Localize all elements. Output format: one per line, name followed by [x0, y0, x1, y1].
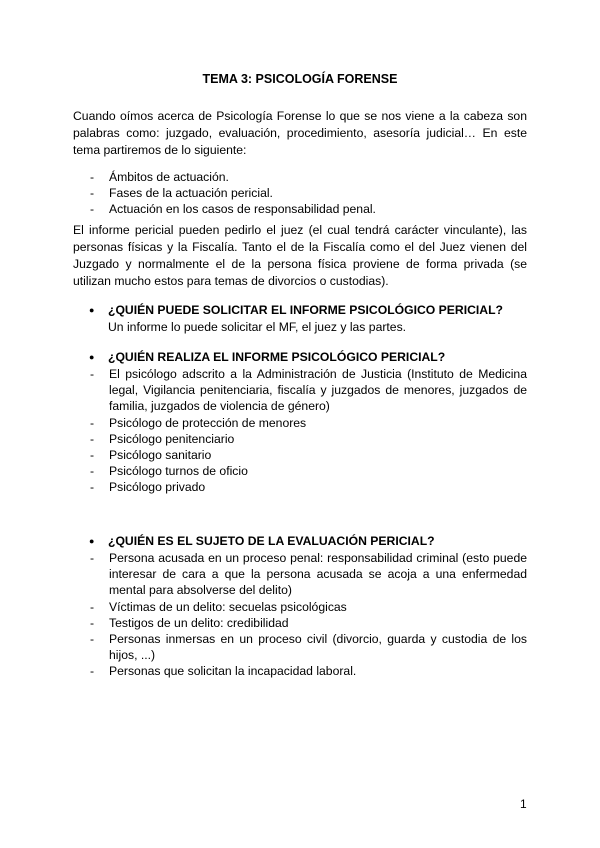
list-item: - Testigos de un delito: credibilidad — [90, 615, 289, 630]
list-item: - Fases de la actuación pericial. — [90, 186, 273, 201]
dash-marker: - — [90, 664, 95, 679]
section1-answer: Un informe lo puede solicitar el MF, el juez y las partes. — [108, 320, 407, 334]
list-item: - Personas inmersas en un proceso civil (divorcio, guarda y custodia de los hijos, ...) — [90, 632, 527, 663]
dash-marker: - — [90, 448, 95, 463]
list-item: - Personas que solicitan la incapacidad laboral. — [90, 664, 357, 679]
dash-marker: - — [90, 615, 95, 630]
intro-paragraph: Cuando oímos acerca de Psicología Forense lo que se nos viene a la cabeza son palabras como: juzgado, evaluación, procedimiento, asesoría judicial… En este tema partiremos de lo siguiente: — [73, 109, 527, 158]
section3-list — [90, 550, 527, 680]
page-title: TEMA 3: PSICOLOGÍA FORENSE — [202, 72, 398, 86]
list-item: - Psicólogo privado — [90, 480, 206, 495]
list-item: - El psicólogo adscrito a la Administración de Justicia (Instituto de Medicina legal, Vigilancia penitenciaria, fiscalía y juzgados de menores, juzgados de familia, juzgados de violencia de género) — [90, 367, 527, 414]
dash-marker: - — [90, 464, 95, 479]
list-item: - Persona acusada en un proceso penal: responsabilidad criminal (esto puede interesar de cara a que la persona acusada se acoja a una enfermedad mental para absolverse del delito) — [90, 551, 527, 598]
dash-marker: - — [90, 186, 95, 201]
page-number: 1 — [520, 797, 527, 811]
list-item: - Psicólogo sanitario — [90, 448, 212, 463]
list-item: - Psicólogo penitenciario — [90, 431, 235, 446]
section2-list — [90, 366, 527, 496]
dash-marker: - — [90, 599, 95, 614]
list-item: - Actuación en los casos de responsabilidad penal. — [90, 202, 376, 217]
dash-marker: - — [90, 367, 95, 381]
dash-marker: - — [90, 632, 95, 647]
list-item: - Psicólogo de protección de menores — [90, 415, 307, 430]
dash-marker: - — [90, 202, 95, 217]
bullet-icon: ● — [89, 536, 95, 546]
dash-marker: - — [90, 415, 95, 430]
section3-question: ● ¿QUIÉN ES EL SUJETO DE LA EVALUACIÓN PERICIAL? — [89, 534, 435, 548]
topics-list — [90, 169, 527, 218]
dash-marker: - — [90, 170, 95, 184]
dash-marker: - — [90, 551, 95, 565]
section2-question: ● ¿QUIÉN REALIZA EL INFORME PSICOLÓGICO PERICIAL? — [89, 350, 446, 364]
dash-marker: - — [90, 431, 95, 446]
bullet-icon: ● — [89, 352, 95, 362]
list-item: - Psicólogo turnos de oficio — [90, 464, 248, 479]
bullet-icon: ● — [89, 305, 95, 315]
list-item: - Ámbitos de actuación. — [90, 170, 229, 184]
list-item: - Víctimas de un delito: secuelas psicológicas — [90, 599, 347, 614]
section1-question: ● ¿QUIÉN PUEDE SOLICITAR EL INFORME PSICOLÓGICO PERICIAL? — [89, 303, 503, 317]
dash-marker: - — [90, 480, 95, 495]
pericial-paragraph: El informe pericial pueden pedirlo el juez (el cual tendrá carácter vinculante), las personas físicas y la Fiscalía. Tanto el de la Fiscalía como el del Juez vienen del Juzgado y normalmente el de la persona física proviene de forma privada (se utilizan mucho estos para temas de divorcios o custodias). — [73, 223, 527, 289]
